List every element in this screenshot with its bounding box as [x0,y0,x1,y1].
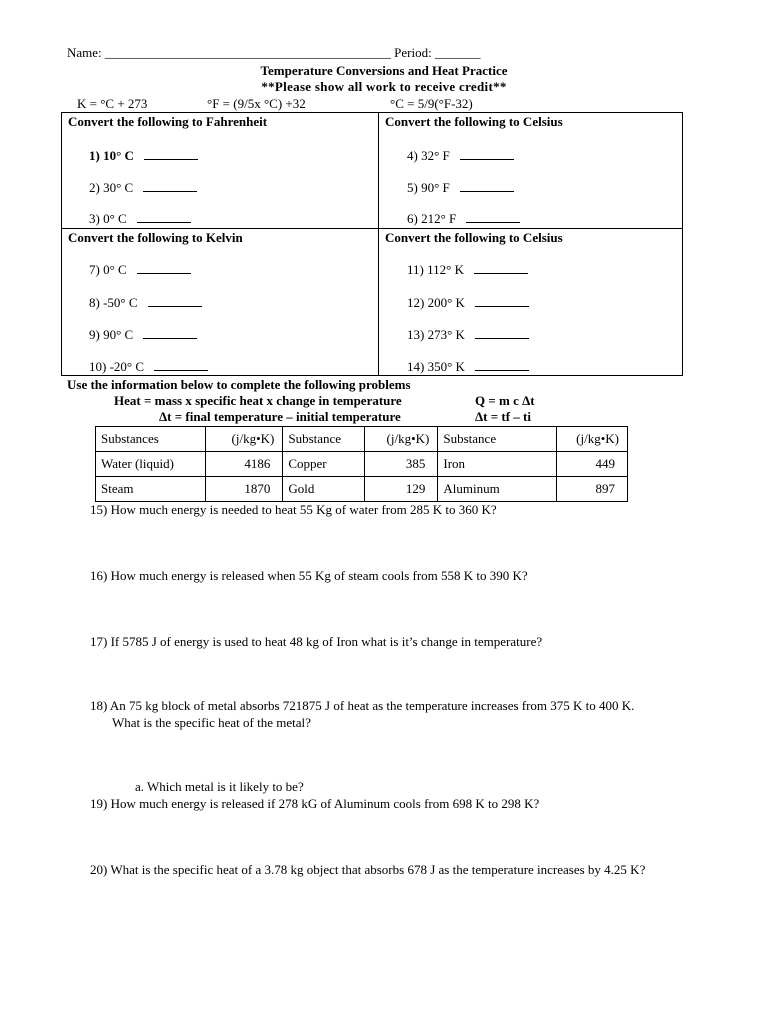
question-text: 8) -50° C [89,295,138,310]
header-cell: (j/kg•K) [556,427,627,452]
question-12 [407,295,529,311]
question-14 [407,359,529,375]
question-10 [89,359,208,375]
worksheet-title: Temperature Conversions and Heat Practice [260,63,508,78]
answer-blank[interactable] [460,148,514,160]
question-4 [407,148,514,164]
problem-20: 20) What is the specific heat of a 3.78 kg object that absorbs 678 J as the temperature increases by 4.25 K? [90,862,646,877]
question-text: 7) 0° C [89,262,127,277]
heat-equation: Q = m c Δt [475,393,535,408]
table-header-row [96,427,628,452]
answer-blank[interactable] [460,180,514,192]
table-cell: Aluminum [438,477,556,502]
delta-t-equation: Δt = tf – ti [475,409,531,424]
question-8 [89,295,202,311]
question-5 [407,180,514,196]
header-cell: Substance [283,427,364,452]
answer-blank[interactable] [148,295,202,307]
conversion-grid [61,112,683,376]
question-2 [89,180,197,196]
question-text: 6) 212° F [407,211,457,226]
question-11 [407,262,528,278]
cell-to-kelvin [62,229,378,377]
cell-heading: Convert the following to Fahrenheit [68,114,268,129]
problem-18-continuation: What is the specific heat of the metal? [112,715,311,730]
header-cell: (j/kg•K) [364,427,438,452]
answer-blank[interactable] [143,180,197,192]
question-9 [89,327,197,343]
question-text: 13) 273° K [407,327,465,342]
answer-blank[interactable] [143,327,197,339]
question-text: 1) 10° C [89,148,134,163]
question-text: 12) 200° K [407,295,465,310]
question-text: 4) 32° F [407,148,450,163]
answer-blank[interactable] [137,211,191,223]
answer-blank[interactable] [475,295,529,307]
answer-blank[interactable] [137,262,191,274]
info-heading: Use the information below to complete the following problems [67,377,411,392]
header-cell: Substance [438,427,556,452]
kelvin-formula: K = °C + 273 [77,96,148,111]
delta-t-definition: Δt = final temperature – initial temperature [159,409,401,424]
answer-blank[interactable] [475,359,529,371]
table-cell: 4186 [206,452,283,477]
question-7 [89,262,191,278]
cell-to-celsius-top [379,113,684,228]
table-cell: Water (liquid) [96,452,206,477]
question-1 [89,148,198,164]
problem-17: 17) If 5785 J of energy is used to heat 48 kg of Iron what is it’s change in temperature? [90,634,543,649]
answer-blank[interactable] [474,262,528,274]
table-row [96,477,628,502]
question-text: 14) 350° K [407,359,465,374]
table-cell: 129 [364,477,438,502]
table-cell: Iron [438,452,556,477]
question-6 [407,211,520,227]
worksheet-subtitle: **Please show all work to receive credit** [261,79,507,94]
table-row [96,452,628,477]
table-cell: 897 [556,477,627,502]
fahrenheit-formula: °F = (9/5x °C) +32 [207,96,306,111]
question-text: 11) 112° K [407,262,464,277]
problem-16: 16) How much energy is released when 55 Kg of steam cools from 558 K to 390 K? [90,568,528,583]
cell-heading: Convert the following to Celsius [385,230,563,245]
specific-heat-table [95,426,628,502]
table-cell: Copper [283,452,364,477]
table-cell: 385 [364,452,438,477]
answer-blank[interactable] [144,148,198,160]
answer-blank[interactable] [466,211,520,223]
answer-blank[interactable] [475,327,529,339]
question-text: 9) 90° C [89,327,134,342]
table-cell: Steam [96,477,206,502]
problem-19: 19) How much energy is released if 278 kG of Aluminum cools from 698 K to 298 K? [90,796,540,811]
problem-18-subquestion: a. Which metal is it likely to be? [135,779,304,794]
question-text: 2) 30° C [89,180,134,195]
cell-to-celsius-bottom [379,229,684,377]
name-period-line: Name: ____________________________________________ Period: _______ [67,45,481,60]
table-cell: Gold [283,477,364,502]
question-3 [89,211,191,227]
table-cell: 449 [556,452,627,477]
cell-heading: Convert the following to Kelvin [68,230,243,245]
answer-blank[interactable] [154,359,208,371]
header-cell: (j/kg•K) [206,427,283,452]
problem-15: 15) How much energy is needed to heat 55 Kg of water from 285 K to 360 K? [90,502,497,517]
question-text: 3) 0° C [89,211,127,226]
cell-heading: Convert the following to Celsius [385,114,563,129]
table-cell: 1870 [206,477,283,502]
question-text: 5) 90° F [407,180,450,195]
problem-18: 18) An 75 kg block of metal absorbs 721875 J of heat as the temperature increases from 375 K to 400 K. [90,698,635,713]
question-text: 10) -20° C [89,359,145,374]
heat-definition: Heat = mass x specific heat x change in temperature [114,393,402,408]
question-13 [407,327,529,343]
header-cell: Substances [96,427,206,452]
cell-to-fahrenheit [62,113,378,228]
celsius-formula: °C = 5/9(°F-32) [390,96,473,111]
